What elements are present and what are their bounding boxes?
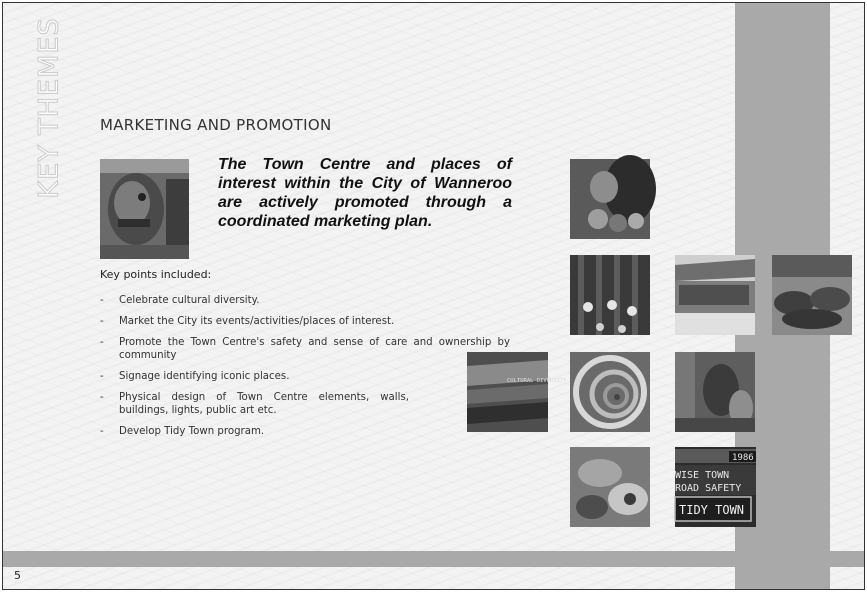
sculpture-photo: [100, 159, 189, 259]
list-item: - Market the City its events/activities/places of interest.: [100, 315, 510, 328]
list-item: - Physical design of Town Centre elements, walls, buildings, lights, public art etc.: [100, 391, 409, 417]
sign-year-text: 1986: [732, 453, 754, 463]
page: [2, 2, 865, 590]
diversity-sign-text: CULTURAL DIVERSITY: [507, 378, 567, 384]
side-section-title: KEY THEMES: [33, 17, 65, 199]
list-item: - Celebrate cultural diversity.: [100, 294, 510, 307]
list-item: - Signage identifying iconic places.: [100, 370, 510, 383]
fruit-photo: [570, 159, 650, 239]
spiral-sculpture-photo: [570, 352, 650, 432]
tidy-town-sign-photo: [675, 447, 756, 527]
market-stall-photo: [675, 255, 755, 335]
section-heading: MARKETING AND PROMOTION: [100, 116, 332, 134]
sign-road-safety-text: ROAD SAFETY: [675, 483, 742, 494]
intro-statement: The Town Centre and places of interest within the City of Wanneroo are actively promoted through a coordinated marketing plan.: [218, 156, 512, 230]
list-item: - Promote the Town Centre's safety and sense of care and ownership by community: [100, 336, 510, 362]
page-number: 5: [14, 569, 21, 582]
produce-market-photo: [772, 255, 852, 335]
mural-photo: [675, 352, 755, 432]
cultural-diversity-sign-photo: [467, 352, 567, 432]
sign-wise-town-text: WISE TOWN: [675, 470, 730, 481]
handprint-art-photo: [570, 255, 650, 335]
key-points-list: [100, 294, 510, 446]
sign-tidy-town-text: TIDY TOWN: [679, 503, 745, 517]
list-item: - Develop Tidy Town program.: [100, 425, 510, 438]
horizontal-grey-band: [3, 551, 864, 567]
key-points-label: Key points included:: [100, 268, 212, 281]
food-platter-photo: [570, 447, 650, 527]
